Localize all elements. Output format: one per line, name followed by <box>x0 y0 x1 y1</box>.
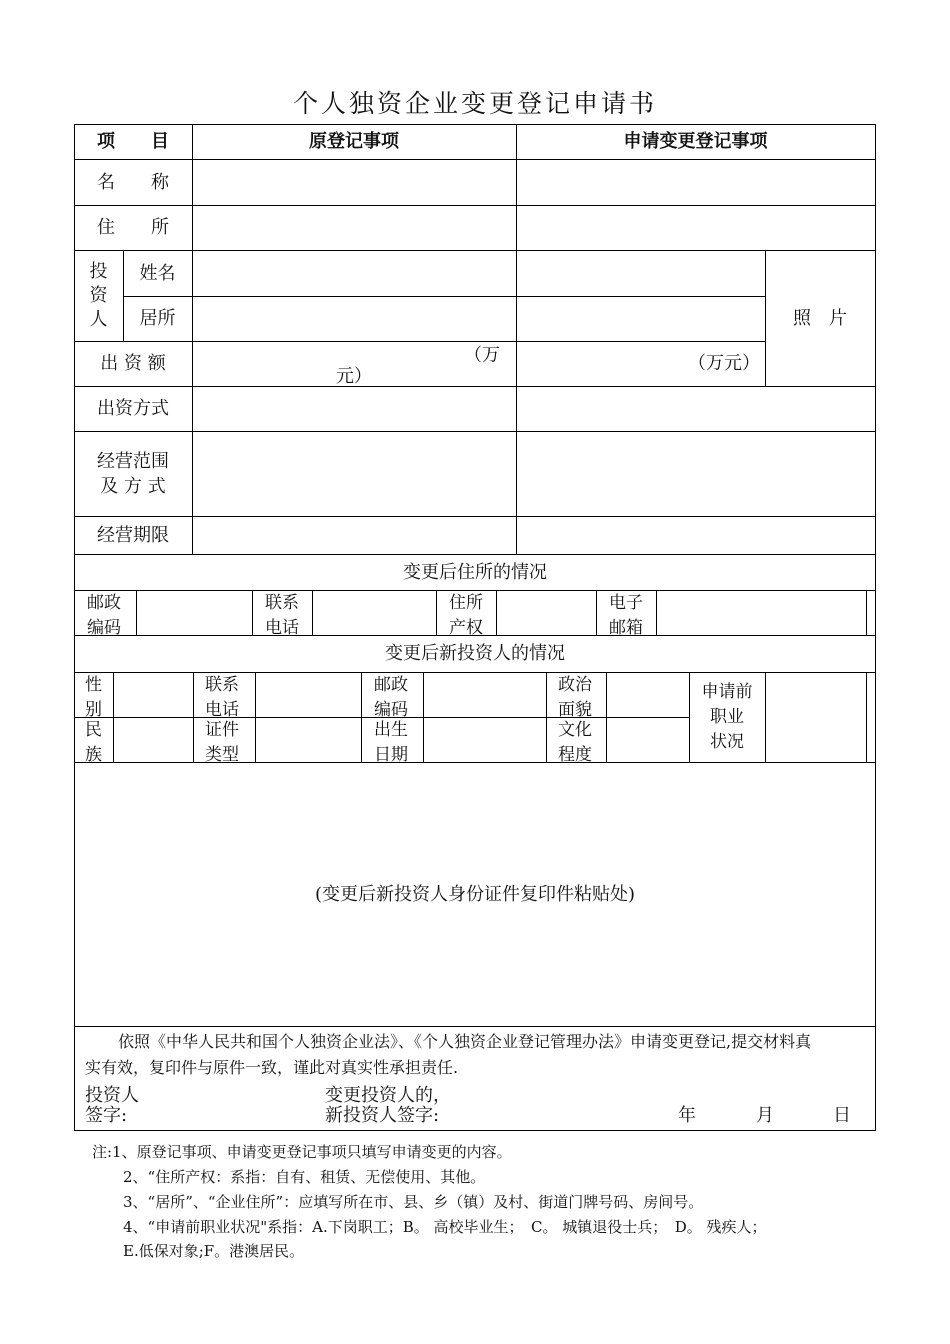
field-ethnic[interactable] <box>114 718 192 761</box>
label-name: 名 称 <box>97 171 169 193</box>
field-scope-change[interactable] <box>517 432 874 515</box>
field-investor-name-original[interactable] <box>193 251 515 295</box>
label-investor-residence: 居所 <box>139 308 176 329</box>
label-prior-job-a: 申请前 <box>701 681 753 702</box>
capital-unit-original-b: 元） <box>336 366 372 387</box>
new-investor-sign-label-b: 新投资人签字: <box>325 1105 440 1126</box>
label-property-right-a: 住所 <box>449 593 483 613</box>
label-new-phone-a: 联系 <box>205 675 239 695</box>
field-residence-original[interactable] <box>193 297 515 340</box>
field-method-original[interactable] <box>193 387 515 430</box>
label-prior-job-c: 状况 <box>710 731 744 752</box>
field-term-original[interactable] <box>193 517 515 553</box>
label-contact-phone-a: 联系 <box>265 593 299 613</box>
field-property-right[interactable] <box>497 591 595 635</box>
label-political-a: 政治 <box>558 675 592 695</box>
label-prior-job <box>689 672 765 762</box>
label-id-type-b: 类型 <box>205 745 239 762</box>
investor-signature-field[interactable] <box>135 1104 285 1126</box>
label-education-a: 文化 <box>558 720 592 740</box>
field-name-change[interactable] <box>517 160 874 204</box>
photo-box[interactable]: 照 片 <box>793 307 847 329</box>
note-2: 2、“住所产权：系指：自有、租赁、无偿使用、其他。 <box>123 1168 486 1186</box>
label-method: 出资方式 <box>97 398 169 419</box>
label-new-postal-a: 邮政 <box>374 675 408 695</box>
label-address: 住 所 <box>97 217 169 238</box>
date-year-label: 年 <box>678 1105 696 1126</box>
label-scope-line2: 及 方 式 <box>100 475 166 497</box>
investor-section-heading: 变更后新投资人的情况 <box>385 643 565 664</box>
declaration-line1: 依照《中华人民共和国个人独资企业法》、《个人独资企业登记管理办法》申请变更登记,提交材料真 <box>118 1032 812 1051</box>
label-prior-job-b: 职业 <box>710 706 744 727</box>
note-1: 注:1、原登记事项、申请变更登记事项只填写申请变更的内容。 <box>92 1143 512 1161</box>
label-birth-a: 出生 <box>374 720 408 740</box>
label-id-type-a: 证件 <box>205 720 239 740</box>
capital-unit-original-a: （万 <box>464 345 500 366</box>
label-scope <box>74 431 192 516</box>
label-ethnic-b: 族 <box>85 745 102 762</box>
investor-sign-label-a: 投资人 <box>85 1085 139 1106</box>
label-property-right-b: 产权 <box>449 618 483 635</box>
field-method-change[interactable] <box>517 387 874 430</box>
header-change: 申请变更登记事项 <box>623 131 768 152</box>
field-gender[interactable] <box>114 673 192 716</box>
capital-unit-change: （万元） <box>688 353 760 374</box>
field-new-phone[interactable] <box>256 673 360 716</box>
field-contact-phone[interactable] <box>313 591 435 635</box>
field-investor-name-change[interactable] <box>517 251 764 295</box>
label-ethnic-a: 民 <box>85 720 102 740</box>
label-capital: 出 资 额 <box>100 353 166 374</box>
label-email-a: 电子 <box>609 593 643 613</box>
field-id-type[interactable] <box>256 718 360 761</box>
field-postal-code[interactable] <box>137 591 251 635</box>
label-gender-b: 别 <box>85 700 102 717</box>
date-day-label: 日 <box>833 1105 851 1126</box>
note-4-continued: E.低保对象;F。港澳居民。 <box>123 1242 305 1260</box>
new-investor-signature-field[interactable] <box>448 1104 658 1126</box>
header-item: 项 目 <box>97 131 169 152</box>
label-postal-code-b: 编码 <box>87 618 121 635</box>
label-investor: 投资人 <box>89 260 108 330</box>
label-postal-code-a: 邮政 <box>87 593 121 613</box>
declaration-line2: 实有效，复印件与原件一致，谨此对真实性承担责任. <box>85 1058 459 1077</box>
field-scope-original[interactable] <box>193 432 515 515</box>
note-3: 3、“居所”、“企业住所”：应填写所在市、县、乡（镇）及村、街道门牌号码、房间号。 <box>123 1193 704 1211</box>
field-education[interactable] <box>607 718 688 761</box>
field-new-postal[interactable] <box>424 673 545 716</box>
label-education-b: 程度 <box>558 745 592 762</box>
label-investor-name: 姓名 <box>139 262 176 284</box>
note-4: 4、“申请前职业状况"系指：A.下岗职工；B。 高校毕业生； C。 城镇退役士兵； D。 残疾人； <box>123 1218 767 1236</box>
label-new-postal-b: 编码 <box>374 700 408 717</box>
field-address-change[interactable] <box>517 206 874 249</box>
label-gender-a: 性 <box>85 675 102 695</box>
field-birth-date[interactable] <box>424 718 545 761</box>
label-new-phone-b: 电话 <box>205 700 239 717</box>
field-term-change[interactable] <box>517 517 874 553</box>
label-birth-b: 日期 <box>374 745 408 762</box>
label-email-b: 邮箱 <box>609 618 643 635</box>
field-capital-change[interactable] <box>517 342 677 385</box>
field-name-original[interactable] <box>193 160 515 204</box>
field-political[interactable] <box>607 673 688 716</box>
id-copy-paste-area[interactable]: (变更后新投资人身份证件复印件粘贴处) <box>314 884 636 905</box>
investor-sign-label-b: 签字: <box>85 1105 128 1126</box>
new-investor-sign-label-a: 变更投资人的， <box>325 1085 451 1106</box>
field-residence-change[interactable] <box>517 297 764 340</box>
label-term: 经营期限 <box>97 524 169 546</box>
label-scope-line1: 经营范围 <box>97 450 169 472</box>
label-contact-phone-b: 电话 <box>265 618 299 635</box>
header-original: 原登记事项 <box>309 131 399 152</box>
address-section-heading: 变更后住所的情况 <box>403 561 547 583</box>
form-title: 个人独资企业变更登记申请书 <box>292 89 657 118</box>
field-email[interactable] <box>657 591 865 635</box>
field-address-original[interactable] <box>193 206 515 249</box>
field-prior-job[interactable] <box>766 673 865 761</box>
label-political-b: 面貌 <box>558 700 592 717</box>
date-month-label: 月 <box>756 1105 774 1126</box>
